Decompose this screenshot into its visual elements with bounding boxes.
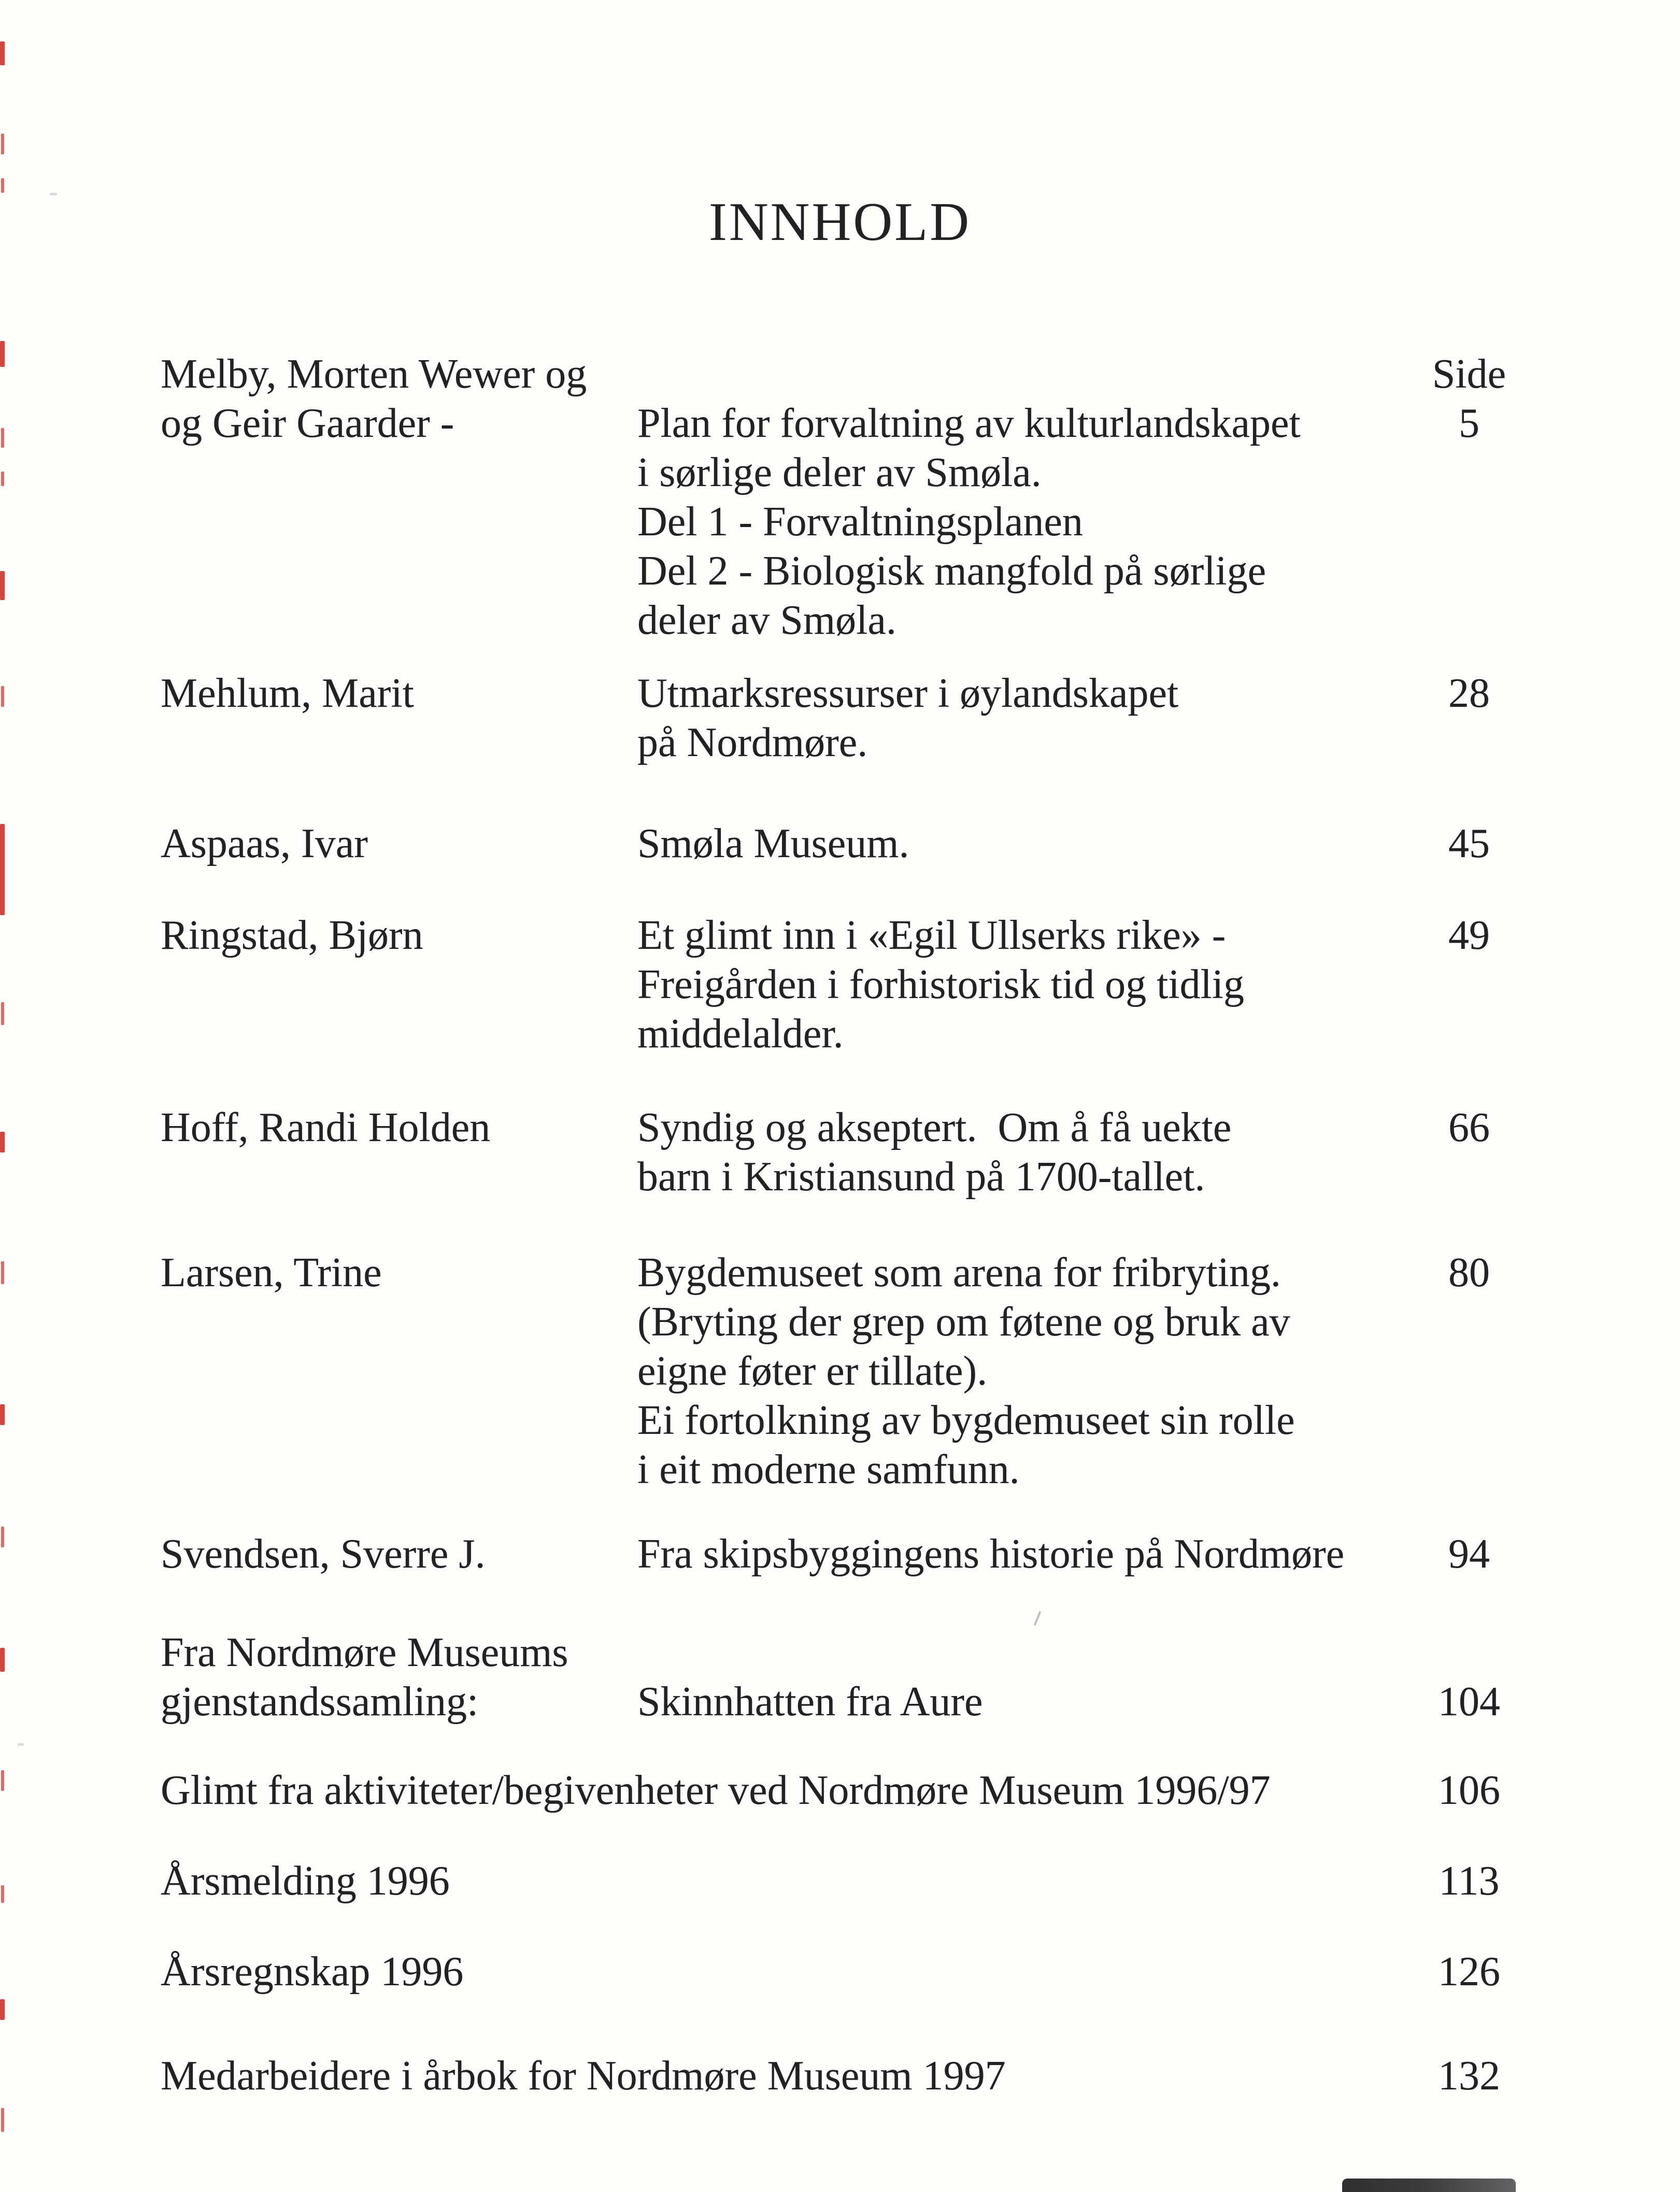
toc-author-line: Melby, Morten Wewer og bbox=[161, 351, 587, 397]
toc-page-number: 106 bbox=[1438, 1768, 1500, 1813]
toc-page-number: 113 bbox=[1439, 1858, 1500, 1904]
page-column bbox=[1394, 350, 1544, 448]
toc-entry bbox=[161, 669, 1544, 767]
author-column bbox=[161, 669, 637, 718]
page-column bbox=[1394, 1628, 1544, 1727]
toc-entry bbox=[161, 911, 1544, 1059]
toc-title-line: (Bryting der grep om føtene og bruk av bbox=[637, 1299, 1290, 1345]
toc-entry bbox=[161, 1628, 1544, 1727]
toc-page-number: 45 bbox=[1448, 821, 1490, 866]
red-edge-mark bbox=[1, 2108, 4, 2132]
toc-page-number: 66 bbox=[1448, 1105, 1490, 1150]
title-column bbox=[161, 2052, 1394, 2101]
toc-title-line: middelalder. bbox=[637, 1011, 844, 1057]
toc-entry bbox=[161, 2052, 1544, 2101]
toc-author-line: Svendsen, Sverre J. bbox=[161, 1531, 486, 1577]
author-column bbox=[161, 1628, 637, 1727]
toc-title-line: Medarbeidere i årbok for Nordmøre Museum 1997 bbox=[161, 2053, 1006, 2099]
toc-page-number: 132 bbox=[1438, 2053, 1500, 2099]
toc-title-line: Skinnhatten fra Aure bbox=[637, 1679, 983, 1725]
title-column bbox=[637, 669, 1394, 767]
toc-title-line: eigne føter er tillate). bbox=[637, 1348, 988, 1394]
toc-title-line: på Nordmøre. bbox=[637, 720, 868, 765]
title-column bbox=[161, 1947, 1394, 1997]
toc-author-line: Larsen, Trine bbox=[161, 1250, 382, 1296]
toc-title-line: Bygdemuseet som arena for fribryting. bbox=[637, 1250, 1281, 1296]
toc-title-line: Årsregnskap 1996 bbox=[161, 1949, 464, 1995]
author-column bbox=[161, 1530, 637, 1579]
author-column bbox=[161, 911, 637, 960]
toc-author-line: Aspaas, Ivar bbox=[161, 821, 368, 866]
bottom-smudge bbox=[1342, 2179, 1516, 2192]
side-column-header: Side bbox=[1432, 351, 1506, 397]
toc-author-line: gjenstandssamling: bbox=[161, 1679, 479, 1725]
toc-title-line: barn i Kristiansund på 1700-tallet. bbox=[637, 1154, 1205, 1200]
title-column bbox=[637, 1248, 1394, 1494]
toc-page-number: 5 bbox=[1459, 401, 1479, 446]
toc-title-line: Smøla Museum. bbox=[637, 821, 909, 866]
page-column bbox=[1394, 911, 1544, 960]
page-title: INNHOLD bbox=[708, 191, 972, 252]
toc-page-number: 126 bbox=[1438, 1949, 1500, 1995]
toc-entry bbox=[161, 1248, 1544, 1494]
toc-entry bbox=[161, 1766, 1544, 1815]
toc-title-line: i eit moderne samfunn. bbox=[637, 1447, 1020, 1492]
toc-page-number: 104 bbox=[1438, 1679, 1500, 1725]
author-column bbox=[161, 819, 637, 869]
toc-title-line: i sørlige deler av Smøla. bbox=[637, 450, 1042, 495]
page-column bbox=[1394, 1103, 1544, 1152]
toc-title-line: Del 1 - Forvaltningsplanen bbox=[637, 499, 1083, 545]
toc-page-number: 49 bbox=[1448, 913, 1490, 958]
page-column bbox=[1394, 1947, 1544, 1997]
toc-entry bbox=[161, 1857, 1544, 1906]
toc-title-line: Del 2 - Biologisk mangfold på sørlige bbox=[637, 548, 1266, 594]
toc-entry bbox=[161, 350, 1544, 645]
toc-title-line: Freigården i forhistorisk tid og tidlig bbox=[637, 962, 1244, 1007]
title-column bbox=[637, 350, 1394, 645]
page-column bbox=[1394, 819, 1544, 869]
toc-title-line: Et glimt inn i «Egil Ullserks rike» - bbox=[637, 913, 1226, 958]
toc-entry bbox=[161, 1947, 1544, 1997]
toc-page-number: 28 bbox=[1448, 671, 1490, 716]
title-column bbox=[161, 1766, 1394, 1815]
toc-entry bbox=[161, 819, 1544, 869]
page-column bbox=[1394, 1857, 1544, 1906]
title-column bbox=[637, 1103, 1394, 1202]
table-of-contents bbox=[0, 350, 1680, 2101]
author-column bbox=[161, 1103, 637, 1152]
toc-page-number: 80 bbox=[1448, 1250, 1490, 1296]
page-column bbox=[1394, 669, 1544, 718]
toc-title-line: deler av Smøla. bbox=[637, 597, 896, 643]
page-column bbox=[1394, 1766, 1544, 1815]
toc-title-line: Årsmelding 1996 bbox=[161, 1858, 450, 1904]
toc-title-line: Ei fortolkning av bygdemuseet sin rolle bbox=[637, 1398, 1295, 1443]
toc-title-line: Glimt fra aktiviteter/begivenheter ved Nordmøre Museum 1996/97 bbox=[161, 1768, 1271, 1813]
toc-title-line: Plan for forvaltning av kulturlandskapet bbox=[637, 401, 1301, 446]
toc-author-line: og Geir Gaarder - bbox=[161, 401, 454, 446]
toc-author-line: Hoff, Randi Holden bbox=[161, 1105, 491, 1150]
page-column bbox=[1394, 2052, 1544, 2101]
title-column bbox=[637, 911, 1394, 1059]
title-column bbox=[637, 1628, 1394, 1727]
toc-title-line: Syndig og akseptert. Om å få uekte bbox=[637, 1105, 1232, 1150]
toc-title-line: Fra skipsbyggingens historie på Nordmøre bbox=[637, 1531, 1345, 1577]
author-column bbox=[161, 1248, 637, 1298]
toc-entry bbox=[161, 1103, 1544, 1202]
page-column bbox=[1394, 1248, 1544, 1298]
toc-author-line: Mehlum, Marit bbox=[161, 671, 414, 716]
toc-author-line: Ringstad, Bjørn bbox=[161, 913, 423, 958]
page-column bbox=[1394, 1530, 1544, 1579]
author-column bbox=[161, 350, 637, 448]
toc-author-line: Fra Nordmøre Museums bbox=[161, 1630, 568, 1675]
toc-entry bbox=[161, 1530, 1544, 1579]
toc-page-number: 94 bbox=[1448, 1531, 1490, 1577]
title-column bbox=[637, 819, 1394, 869]
toc-title-line: Utmarksressurser i øylandskapet bbox=[637, 671, 1179, 716]
title-column bbox=[161, 1857, 1394, 1906]
title-column bbox=[637, 1530, 1394, 1579]
